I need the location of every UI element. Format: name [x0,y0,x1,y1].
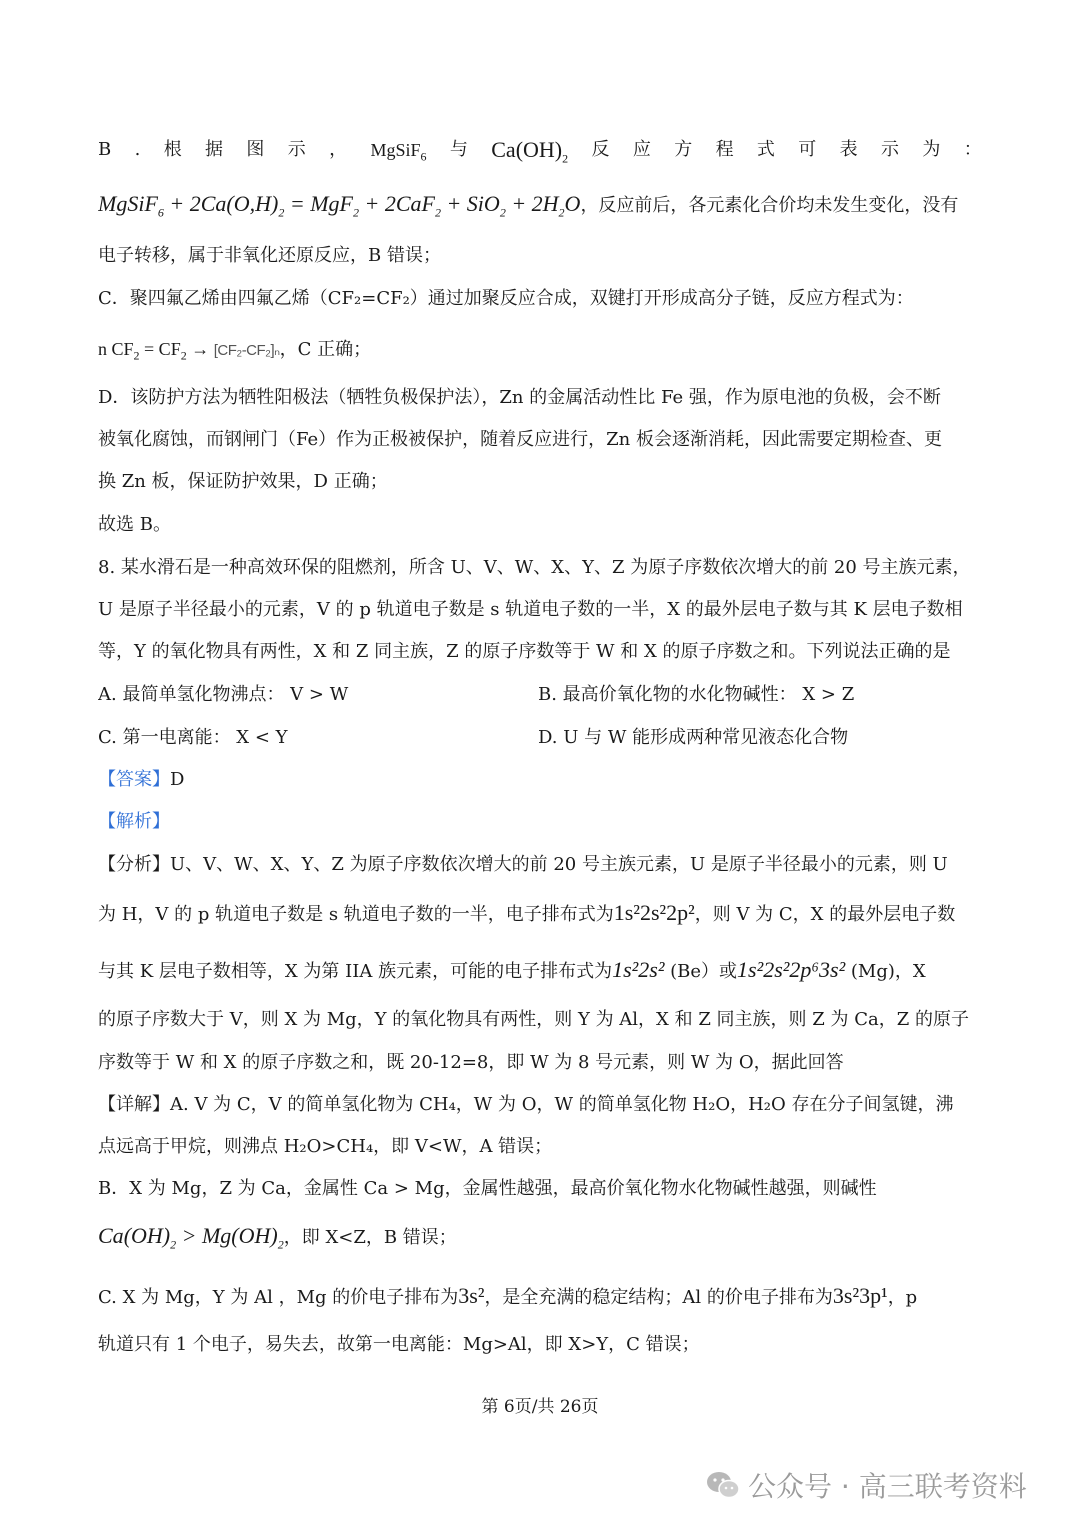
electron-config-v: 1s²2s²2p² [613,900,695,925]
option-b-conclusion: 电子转移，属于非氧化还原反应，B 错误； [98,245,441,266]
option-d: D. U 与 W 能形成两种常见液态化合物 [538,727,849,748]
analysis-paragraph-line2 [98,899,982,929]
text: ，即 X<Z，B 错误； [283,1227,457,1248]
detail-c-line2: 轨道只有 1 个电子，易失去，故第一电离能：Mg>Al，即 X>Y，C 错误； [98,1334,700,1355]
electron-config-al-valence: 3s²3p¹ [832,1283,888,1308]
text: ， [329,139,348,160]
text: ： [963,139,982,160]
text: 根 [163,139,182,160]
reaction-equation: MgSiF$_6$ + $2Ca(O,H)_2 = MgF_2 + 2CaF_2 + SiO_2 + 2H_2O$ [98,191,581,220]
text: 据 [205,139,224,160]
detail-a-line2: 点远高于甲烷，则沸点 H₂O>CH₄，即 V<W，A 错误； [98,1136,553,1157]
option-c-equation-line [98,335,982,365]
text: C. X 为 Mg，Y 为 Al ，Mg 的价电子排布为 [98,1287,459,1308]
question-8-line3: 等，Y 的氧化物具有两性，X 和 Z 同主族，Z 的原子序数等于 W 和 X 的原子序数之和。下列说法正确的是 [98,641,951,662]
detail-b-line1: B．X 为 Mg，Z 为 Ca，金属性 Ca > Mg，金属性越强，最高价氧化物水化物碱性越强，则碱性 [98,1178,877,1199]
final-choice: 故选 B。 [98,514,171,535]
analysis-paragraph-line5: 序数等于 W 和 X 的原子序数之和，既 20-12=8，即 W 为 8 号元素，则 W 为 O，据此回答 [98,1052,844,1073]
option-b: B. 最高价氧化物的水化物碱性： X > Z [538,684,855,705]
options-row-1 [98,681,982,709]
text: ，则 V 为 C，X 的最外层电子数 [694,904,956,925]
answer-tag: 【答案】 [98,769,170,790]
answer-line [98,766,982,794]
text: 可 [798,139,817,160]
polymer-structure-image: [CF₂-CF₂]ₙ [213,342,280,359]
formula-mgsif6: MgSiF$_6$ [370,140,427,164]
electron-config-mg-valence: 3s² [458,1283,485,1308]
text: ，C 正确； [279,339,372,360]
analysis-paragraph-line4: 的原子序数大于 V，则 X 为 Mg，Y 的氧化物具有两性，则 Y 为 Al，X 和 Z 同主族，则 Z 为 Ca，Z 的原子 [98,1009,969,1030]
text: (Mg)，X [845,961,926,982]
text: ，是全充满的稳定结构；Al 的价电子排布为 [484,1287,833,1308]
option-c: C. 第一电离能： X < Y [98,727,288,748]
text: 程 [715,139,734,160]
text: ，p [887,1287,918,1308]
analysis-paragraph-line1: 【分析】U、V、W、X、Y、Z 为原子序数依次增大的前 20 号主族元素，U 是原子半径最小的元素，则 U [98,854,948,875]
options-row-2 [98,724,982,752]
option-a: A. 最简单氢化物沸点： V > W [98,684,349,705]
text: B [98,139,112,160]
polymerization-equation: n $CF_2 = CF_2$ → [98,339,214,363]
option-d-explanation-line2: 被氧化腐蚀，而钢闸门（Fe）作为正极被保护，随着反应进行，Zn 板会逐渐消耗，因此需要定期检查、更 [98,429,942,450]
option-b-equation-line [98,190,982,220]
formula-caoh2: $Ca(OH)_2$ [491,137,569,164]
analysis-tag: 【解析】 [98,811,170,832]
text: 方 [674,139,693,160]
option-b-explanation-line1 [98,136,982,164]
text: . [134,139,141,160]
text: 与其 K 层电子数相等，X 为第 IIA 族元素，可能的电子排布式为 [98,961,613,982]
option-c-explanation-line1: C．聚四氟乙烯由四氟乙烯（CF₂=CF₂）通过加聚反应合成，双键打开形成高分子链，反应方程式为： [98,288,914,309]
text: 为 H，V 的 p 轨道电子数是 s 轨道电子数的一半，电子排布式为 [98,904,614,925]
text: (Be）或 [664,961,738,982]
text: 式 [756,139,775,160]
text: 表 [839,139,858,160]
page-number: 第 6页/共 26页 [481,1397,599,1417]
detail-c-line1 [98,1282,982,1312]
detail-a-line1: 【详解】A. V 为 C，V 的简单氢化物为 CH₄，W 为 O，W 的简单氢化物 H₂O，H₂O 存在分子间氢键，沸 [98,1094,954,1115]
text: 示 [881,139,899,160]
analysis-paragraph-line3 [98,956,982,986]
text: 应 [632,139,651,160]
text: 图 [246,139,265,160]
option-d-explanation-line1: D．该防护方法为牺牲阳极法（牺牲负极保护法），Zn 的金属活动性比 Fe 强，作为原电池的负极，会不断 [98,387,941,408]
question-8-line1: 8. 某水滑石是一种高效环保的阻燃剂，所含 U、V、W、X、Y、Z 为原子序数依次增大的前 20 号主族元素， [98,557,971,578]
question-8-line2: U 是原子半径最小的元素，V 的 p 轨道电子数是 s 轨道电子数的一半，X 的最外层电子数与其 K 层电子数相 [98,599,963,620]
electron-config-be: 1s²2s² [612,957,665,982]
hydroxide-comparison: $Ca(OH)_2 > Mg(OH)_2$ [98,1223,284,1252]
wechat-icon [706,1470,740,1500]
watermark [706,1463,1056,1507]
text: 与 [449,139,468,160]
text: 示 [287,139,306,160]
answer-value: D [170,769,185,790]
option-d-explanation-line3: 换 Zn 板，保证防护效果，D 正确； [98,471,388,492]
detail-b-equation-line [98,1222,982,1252]
analysis-line [98,808,982,836]
text: ，反应前后，各元素化合价均未发生变化，没有 [580,195,959,216]
watermark-text: 公众号 · 高三联考资料 [748,1470,1027,1503]
text: 反 [591,139,610,160]
electron-config-mg: 1s²2s²2p⁶3s² [737,957,846,982]
text: 为 [922,139,941,160]
